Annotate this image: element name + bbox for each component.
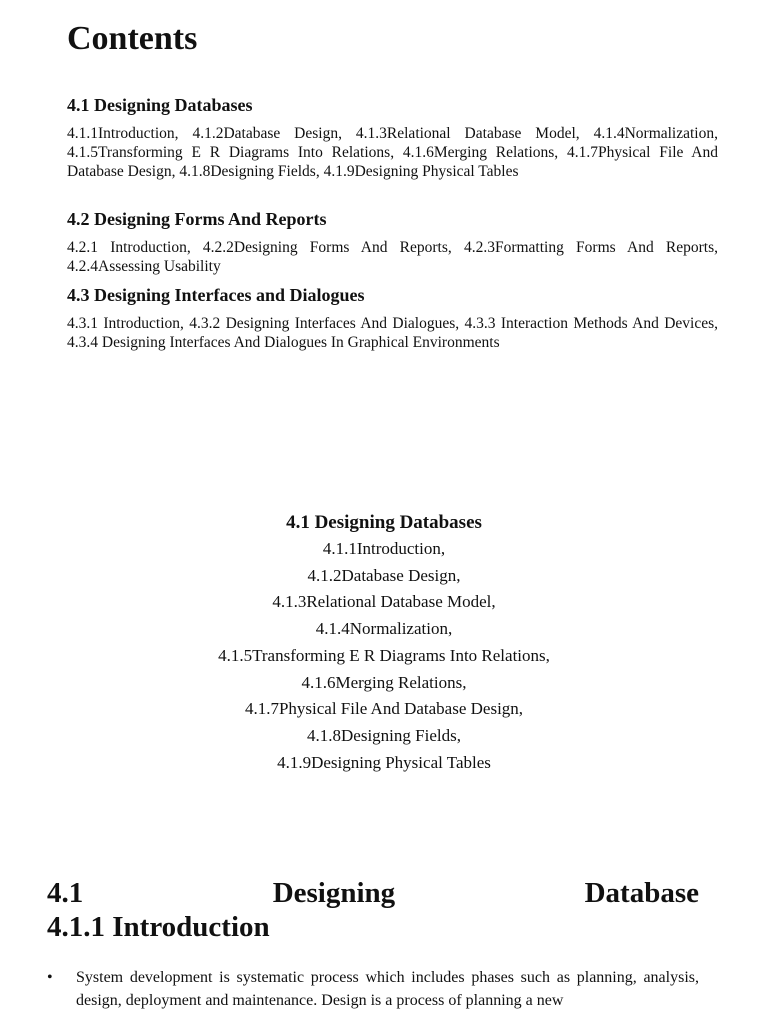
contents-title: Contents	[67, 20, 198, 57]
section-body: 4.1.1Introduction, 4.1.2Database Design, 4.1.3Relational Database Model, 4.1.4Normalization, 4.1.5Transforming E R Diagrams Into Relations, 4.1.6Merging Relations, 4.1.7Physical File And Database Design, 4.1.8Designing Fields, 4.1.9Designing Physical Tables	[67, 125, 718, 180]
bullet-icon: •	[47, 969, 53, 986]
list-item	[47, 966, 699, 1012]
contents-section-4-1	[67, 94, 718, 181]
bullet-text: System development is systematic process which includes phases such as planning, analysis, design, deployment and maintenance. Design is a process of planning a new	[76, 969, 699, 1009]
chapter-toc-item: 4.1.1Introduction,	[322, 539, 446, 558]
chapter-toc-item: 4.1.9Designing Physical Tables	[277, 752, 491, 772]
contents-section-4-2	[67, 208, 718, 276]
chapter-toc-item: 4.1.4Normalization,	[315, 619, 453, 639]
chapter-toc-item: 4.1.6Merging Relations,	[301, 672, 467, 692]
contents-section-4-3	[67, 284, 718, 352]
body-bullet-list	[47, 966, 699, 1012]
chapter-toc-item: 4.1.2Database Design,	[307, 565, 461, 585]
section-heading: 4.2 Designing Forms And Reports	[67, 209, 327, 229]
section-heading: 4.3 Designing Interfaces and Dialogues	[67, 285, 365, 305]
main-heading	[47, 876, 699, 944]
chapter-toc-item: 4.1.8Designing Fields,	[307, 725, 461, 745]
section-body: 4.3.1 Introduction, 4.3.2 Designing Interfaces And Dialogues, 4.3.3 Interaction Methods And Devices, 4.3.4 Designing Interfaces And Dialogues In Graphical Environments	[67, 315, 718, 351]
chapter-toc-item: 4.1.5Transforming E R Diagrams Into Relations,	[218, 645, 550, 665]
section-body: 4.2.1 Introduction, 4.2.2Designing Forms And Reports, 4.2.3Formatting Forms And Reports, 4.2.4Assessing Usability	[67, 239, 718, 275]
main-heading-word: Database	[584, 877, 699, 909]
main-heading-word: Designing	[272, 877, 396, 909]
main-heading-title	[47, 876, 699, 910]
main-heading-word: 4.1	[47, 877, 84, 909]
chapter-toc-item: 4.1.7Physical File And Database Design,	[244, 699, 524, 719]
chapter-toc-heading: 4.1 Designing Databases	[286, 512, 482, 533]
section-heading: 4.1 Designing Databases	[67, 95, 253, 115]
chapter-toc	[0, 510, 768, 776]
main-subheading: 4.1.1 Introduction	[47, 911, 270, 943]
chapter-toc-item: 4.1.3Relational Database Model,	[272, 592, 496, 612]
